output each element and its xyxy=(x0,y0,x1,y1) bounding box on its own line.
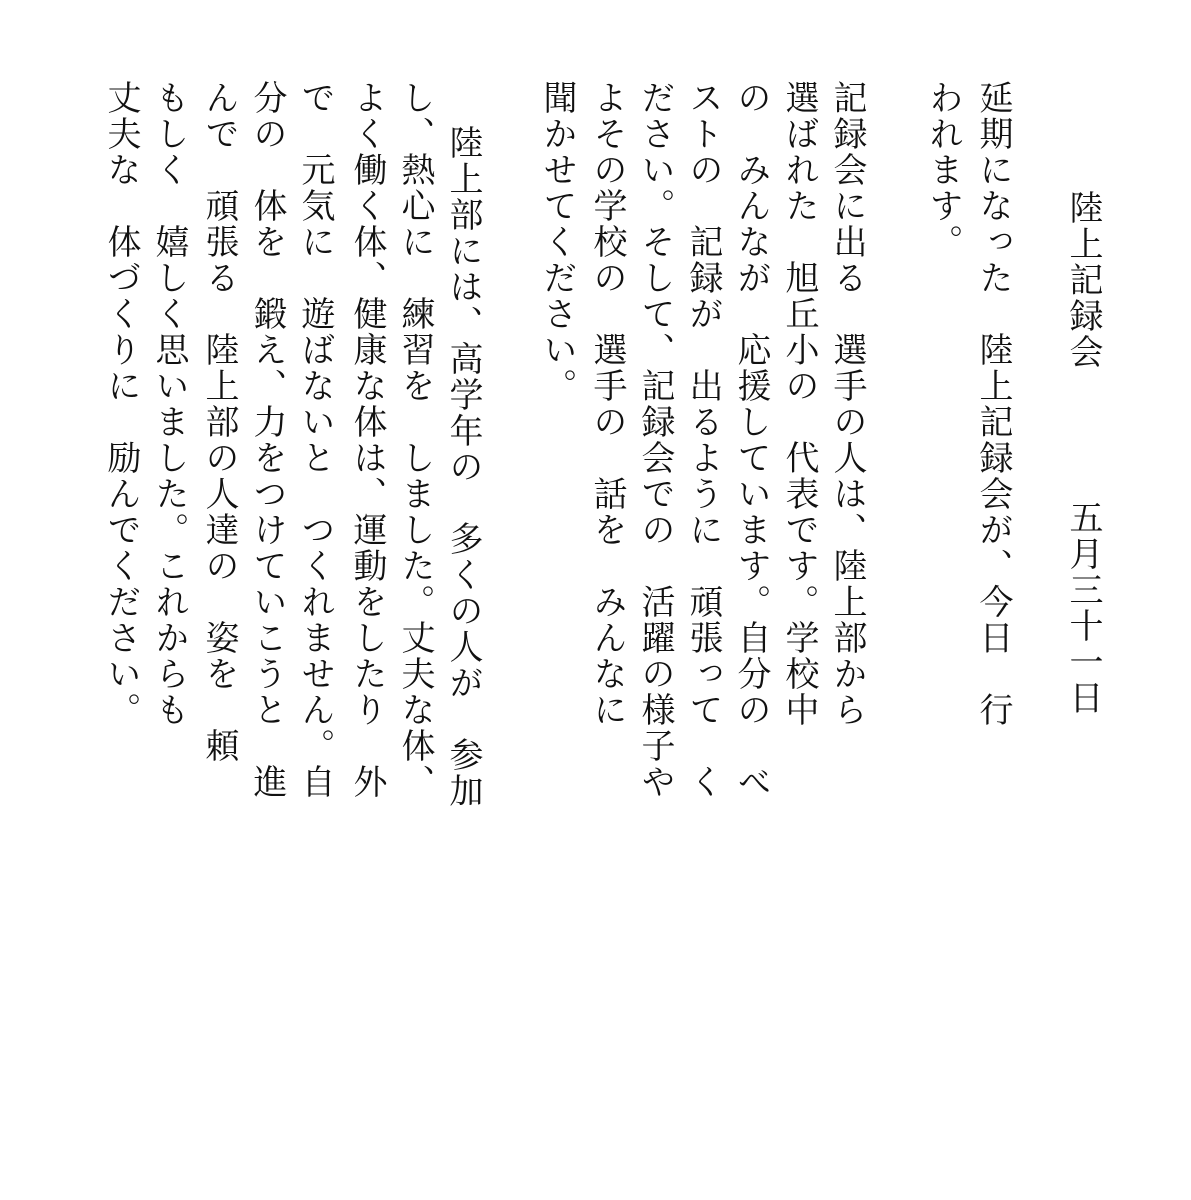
text-column: よく働く体、健康な体は、運動をしたり 外 xyxy=(347,80,387,800)
text-column: し、熱心に 練習を しました。丈夫な体、 xyxy=(395,80,435,800)
text-column: 丈夫な 体づくりに 励んでください。 xyxy=(101,80,141,728)
text-column: んで 頑張る 陸上部の人達の 姿を 頼 xyxy=(199,80,239,764)
text-column: 陸上部には、高学年の 多くの人が 参加 xyxy=(443,125,483,809)
text-column: ストの 記録が 出るように 頑張って く xyxy=(683,80,723,800)
text-column: ださい。そして、記録会での 活躍の様子や xyxy=(635,80,675,800)
text-column: 記録会に出る 選手の人は、陸上部から xyxy=(827,80,867,728)
text-column: もしく 嬉しく思いました。これからも xyxy=(149,80,189,728)
text-column: の みんなが 応援しています。自分の べ xyxy=(731,80,771,800)
text-column: われます。 xyxy=(923,80,963,260)
text-column: よその学校の 選手の 話を みんなに xyxy=(587,80,627,728)
text-column: 選ばれた 旭丘小の 代表です。学校中 xyxy=(779,80,819,728)
text-column: で 元気に 遊ばないと つくれません。自 xyxy=(295,80,335,800)
text-column: 聞かせてください。 xyxy=(537,80,577,404)
text-column: 延期になった 陸上記録会が、今日 行 xyxy=(973,80,1013,728)
document-title: 陸上記録会 xyxy=(1063,190,1103,370)
date-line: 五月三十一日 xyxy=(1063,500,1103,716)
text-column: 分の 体を 鍛え、力をつけていこうと 進 xyxy=(247,80,287,800)
